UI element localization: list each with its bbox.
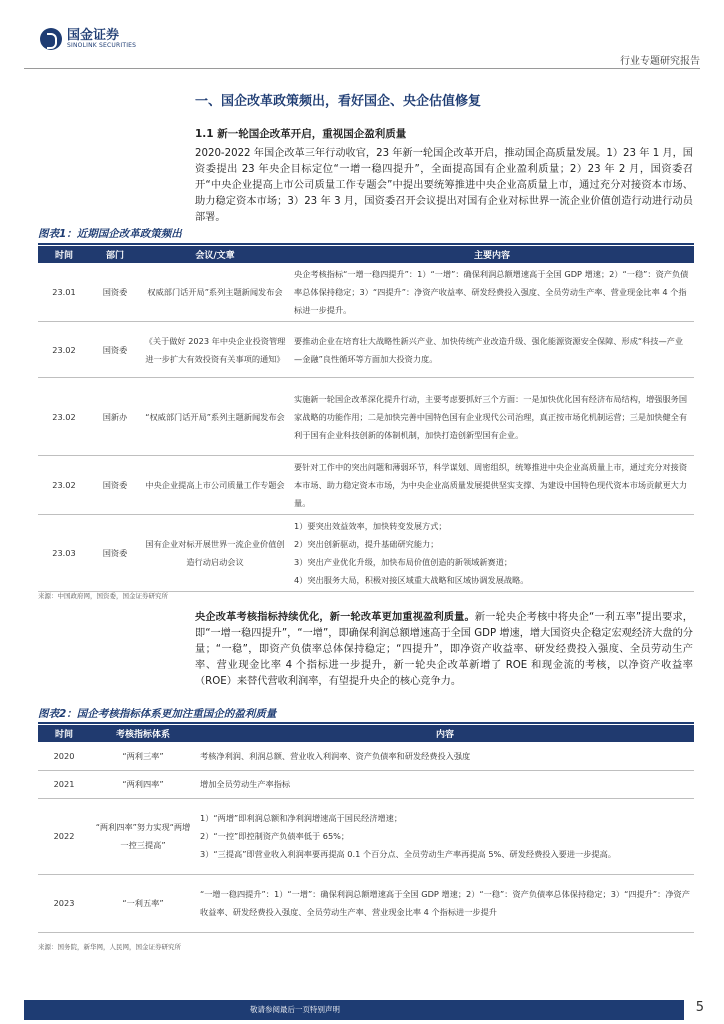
- cell-time: 2023: [38, 874, 90, 932]
- table-row: [38, 770, 694, 798]
- content-line: 3）突出产业优化升级，加快布局价值创造的新领域新赛道；: [294, 557, 513, 567]
- cell-content: “一增一稳四提升”：1）“一增”：确保利润总额增速高于全国 GDP 增速；2）“一稳”：资产负债率总体保持稳定；3）“四提升”：净资产收益率、研发经费投入强度、全员劳动生产率、营业现金比率 4 个指标进一步提升: [196, 874, 694, 932]
- header-time: 时间: [38, 246, 90, 263]
- cell-time: 23.02: [38, 378, 90, 456]
- logo-cn: 国金证券: [67, 27, 120, 43]
- cell-meeting: 中央企业提高上市公司质量工作专题会: [140, 456, 290, 515]
- policy-table: [38, 246, 694, 592]
- cell-dept: 国新办: [90, 378, 140, 456]
- cell-time: 2020: [38, 742, 90, 770]
- table-row: [38, 322, 694, 378]
- cell-content: [290, 515, 694, 592]
- cell-dept: 国资委: [90, 515, 140, 592]
- cell-time: 2022: [38, 798, 90, 874]
- sub-title: 1.1 新一轮国企改革开启，重视国企盈利质量: [195, 128, 407, 140]
- cell-time: 23.01: [38, 263, 90, 322]
- paragraph-1: 2020-2022 年国企改革三年行动收官，23 年新一轮国企改革开启，推动国企高质量发展。1）23 年 1 月，国资委提出 23 年央企目标定位“一增一稳四提升”，全面提高国有企业盈利质量；2）23 年 2 月，国资委召开“中央企业提高上市公司质量工作专题会”中提出要统筹推进中央企业高质量上市，通过充分对接资本市场、助力稳定资本市场；3）23 年 3 月，国资委召开会议提出对国有企业对标世界一流企业价值创造行动进行动员部署。: [195, 148, 693, 223]
- content-line: 3）“三提高”即营业收入利润率要再提高 0.1 个百分点、全员劳动生产率再提高 5%、研发经费投入要进一步提高。: [200, 849, 616, 859]
- cell-system: “两利三率”: [90, 742, 196, 770]
- page-number: 5: [695, 1000, 704, 1015]
- cell-meeting: 国有企业对标开展世界一流企业价值创造行动启动会议: [140, 515, 290, 592]
- cell-time: 23.02: [38, 456, 90, 515]
- content-line: 2）突出创新驱动，提升基础研究能力；: [294, 539, 439, 549]
- company-logo: [40, 28, 136, 50]
- paragraph-2-body: 新一轮央企考核中将央企“一利五率”提出要求，即“一增一稳四提升”，“一增”，即确保利润总额增速高于全国 GDP 增速，增大国资央企稳定宏观经济大盘的分量；“一稳”，即资产负债率总体保持稳定；“四提升”，即净资产收益率、研发经费投入强度、全员劳动生产率、营业现金比率 4 个指标进一步提升，新一轮央企改革新增了 ROE 和现金流的考核，以净资产收益率（ROE）来替代营收利润率，有望提升央企的核心竞争力。: [195, 612, 693, 687]
- figure-1-source: 来源：中国政府网，国资委，国金证券研究所: [38, 592, 168, 600]
- logo-icon: [40, 28, 62, 50]
- table-row: [38, 798, 694, 874]
- report-type: 行业专题研究报告: [620, 56, 700, 67]
- figure-2-rule: [38, 722, 694, 724]
- header-time: 时间: [38, 725, 90, 742]
- cell-content: 考核净利润、利润总额、营业收入利润率、资产负债率和研发经费投入强度: [196, 742, 694, 770]
- table-header-row: [38, 246, 694, 263]
- footer-bar: [24, 1000, 700, 1020]
- cell-meeting: 《关于做好 2023 年中央企业投资管理 进一步扩大有效投资有关事项的通知》: [140, 322, 290, 378]
- header-divider: [24, 68, 700, 69]
- content-line: 1）“两增”即利润总额和净利润增速高于国民经济增速；: [200, 813, 403, 823]
- cell-content: 实施新一轮国企改革深化提升行动，主要考虑要抓好三个方面：一是加快优化国有经济布局结构，增强服务国家战略的功能作用；二是加快完善中国特色国有企业现代公司治理，真正按市场化机制运营；三是加快健全有利于国有企业科技创新的体制机制，加快打造创新型国有企业。: [290, 378, 694, 456]
- header-system: 考核指标体系: [90, 725, 196, 742]
- logo-en: SINOLINK SECURITIES: [67, 41, 137, 49]
- header-content: 主要内容: [290, 246, 694, 263]
- cell-system: “两利四率”努力实现“两增一控三提高”: [90, 798, 196, 874]
- cell-content: 增加全员劳动生产率指标: [196, 770, 694, 798]
- figure-1-rule: [38, 243, 694, 245]
- cell-content: [196, 798, 694, 874]
- cell-dept: 国资委: [90, 456, 140, 515]
- cell-meeting: 权威部门话开局”系列主题新闻发布会: [140, 263, 290, 322]
- table-row: [38, 515, 694, 592]
- paragraph-2: [195, 610, 693, 690]
- cell-time: 23.02: [38, 322, 90, 378]
- header-dept: 部门: [90, 246, 140, 263]
- cell-system: “两利四率”: [90, 770, 196, 798]
- cell-meeting: “权威部门话开局”系列主题新闻发布会: [140, 378, 290, 456]
- cell-content: 要推动企业在培育壮大战略性新兴产业、加快传统产业改造升级、强化能源资源安全保障、形成“科技—产业—金融”良性循环等方面加大投资力度。: [290, 322, 694, 378]
- table-header-row: [38, 725, 694, 742]
- cell-dept: 国资委: [90, 322, 140, 378]
- cell-content: 央企考核指标“一增一稳四提升”：1）“一增”：确保利润总额增速高于全国 GDP 增速；2）“一稳”：资产负债率总体保持稳定；3）“四提升”：净资产收益率、研发经费投入强度、全员劳动生产率、营业现金比率 4 个指标进一步提升。: [290, 263, 694, 322]
- table-row: [38, 378, 694, 456]
- table-row: [38, 874, 694, 932]
- paragraph-2-lead: 央企改革考核指标持续优化，新一轮改革更加重视盈利质量。: [195, 612, 475, 623]
- cell-time: 2021: [38, 770, 90, 798]
- figure-1-title: 图表1：近期国企改革政策频出: [38, 228, 182, 240]
- table-row: [38, 742, 694, 770]
- section-title: 一、国企改革政策频出，看好国企、央企估值修复: [195, 94, 482, 109]
- cell-content: 要针对工作中的突出问题和薄弱环节，科学谋划、周密组织，统筹推进中央企业高质量上市，通过充分对接资本市场、助力稳定资本市场，为中央企业高质量发展提供坚实支撑、为建设中国特色现代资本市场贡献更大力量。: [290, 456, 694, 515]
- table-row: [38, 456, 694, 515]
- cell-dept: 国资委: [90, 263, 140, 322]
- table-row: [38, 263, 694, 322]
- content-line: 4）突出服务大局，积极对接区域重大战略和区域协调发展战略。: [294, 575, 529, 585]
- cell-time: 23.03: [38, 515, 90, 592]
- footer-disclaimer: 敬请参阅最后一页特别声明: [250, 1005, 340, 1014]
- header-content: 内容: [196, 725, 694, 742]
- header-meeting: 会议/文章: [140, 246, 290, 263]
- content-line: 2）“一控”即控制资产负债率低于 65%；: [200, 831, 350, 841]
- cell-system: “一利五率”: [90, 874, 196, 932]
- figure-2-title: 图表2：国企考核指标体系更加注重国企的盈利质量: [38, 708, 277, 720]
- content-line: 1）要突出效益效率，加快转变发展方式；: [294, 521, 447, 531]
- figure-2-source: 来源：国务院，新华网，人民网，国金证券研究所: [38, 943, 181, 951]
- assessment-table: [38, 725, 694, 933]
